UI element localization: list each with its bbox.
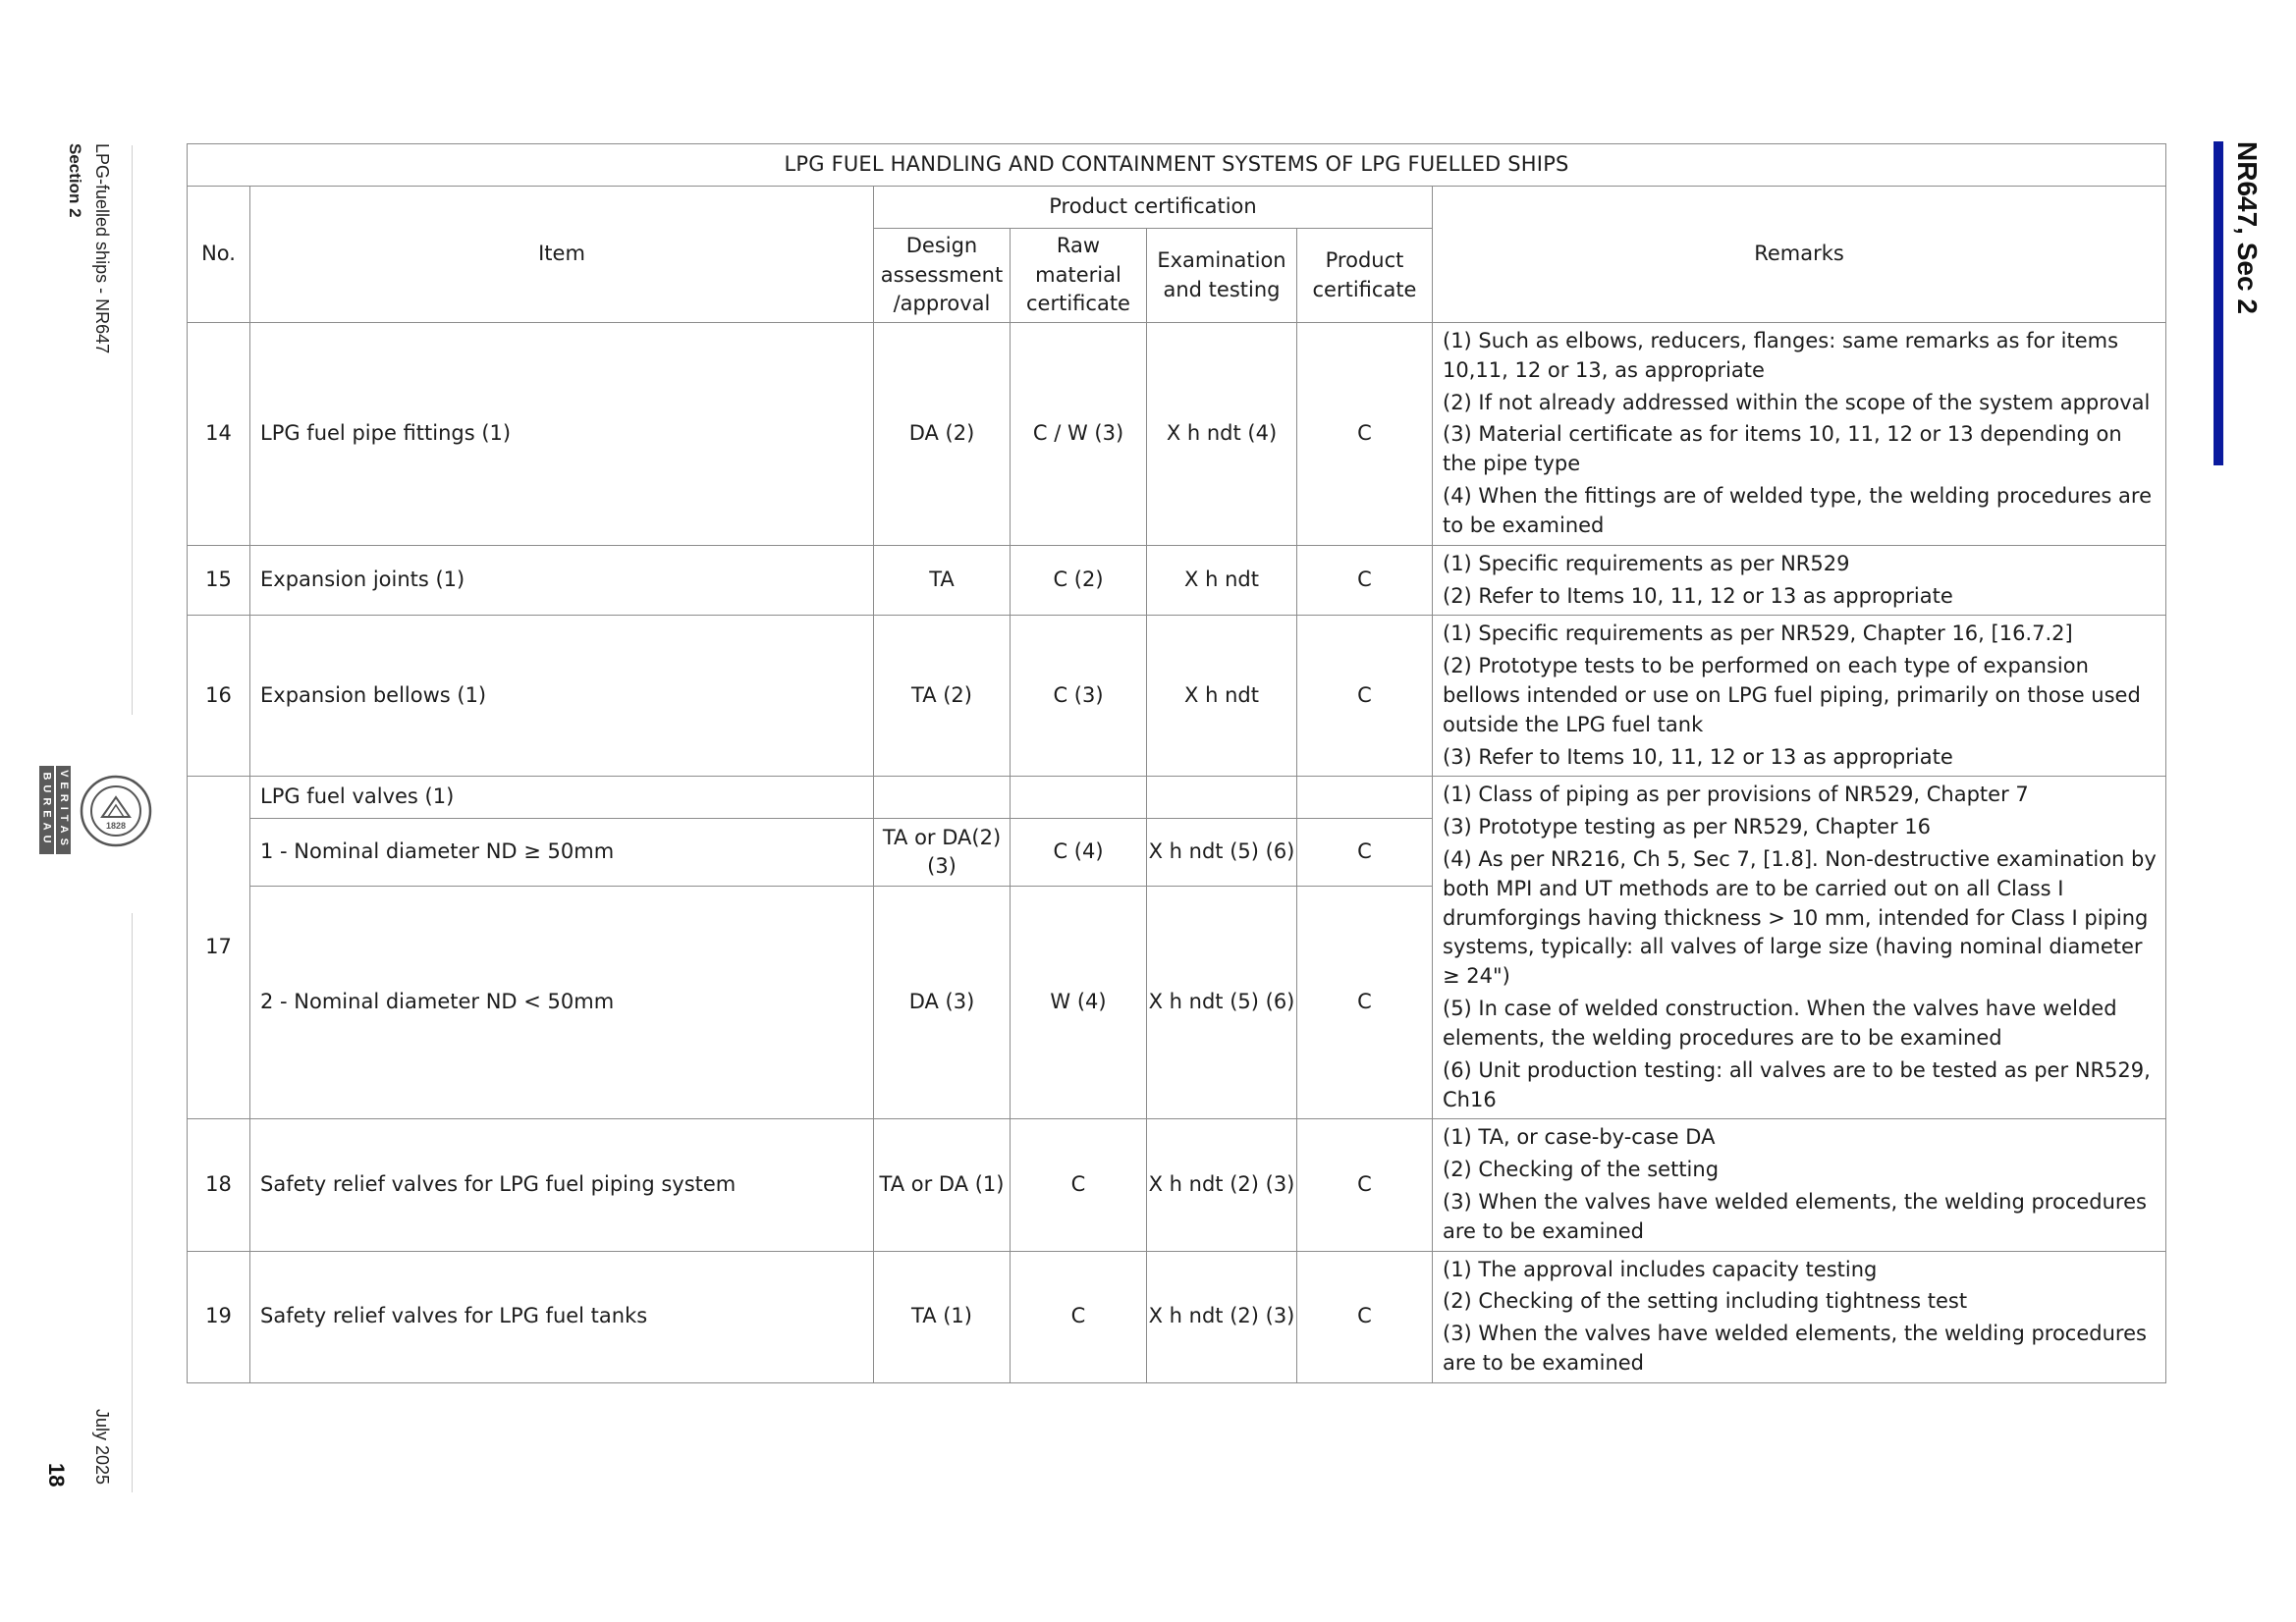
row-exam: X h ndt (2) (3) (1147, 1251, 1297, 1382)
header-product-certificate: Product certificate (1297, 229, 1433, 323)
row-exam: X h ndt (2) (3) (1147, 1119, 1297, 1251)
row-design: TA (1) (874, 1251, 1011, 1382)
row-product: C (1297, 616, 1433, 777)
remark-line: (6) Unit production testing: all valves are to be tested as per NR529, Ch16 (1443, 1057, 2151, 1111)
page-number: 18 (44, 1463, 69, 1487)
row-exam: X h ndt (5) (6) (1147, 887, 1297, 1119)
row-item: 1 - Nominal diameter ND ≥ 50mm (250, 819, 874, 887)
header-product-certification: Product certification (874, 187, 1433, 229)
bureau-veritas-logo (39, 766, 167, 854)
row-design: TA (874, 545, 1011, 616)
table-row (188, 616, 2166, 777)
row-item: Safety relief valves for LPG fuel piping system (250, 1119, 874, 1251)
empty-cell (874, 777, 1011, 819)
row-number: 15 (188, 545, 250, 616)
empty-cell (1147, 777, 1297, 819)
row-exam: X h ndt (1147, 545, 1297, 616)
header-design-assessment: Design assessment /approval (874, 229, 1011, 323)
remark-line: (3) When the valves have welded elements, the welding procedures are to be examined (1443, 1322, 2147, 1375)
remark-line: (3) When the valves have welded elements, the welding procedures are to be examined (1443, 1189, 2147, 1243)
row-product: C (1297, 1251, 1433, 1382)
table-row (188, 1251, 2166, 1382)
row-item: 2 - Nominal diameter ND < 50mm (250, 887, 874, 1119)
row-design: DA (2) (874, 323, 1011, 546)
remark-line: (4) As per NR216, Ch 5, Sec 7, [1.8]. Non-destructive examination by both MPI and UT methods are to be carried out on all Class I drumforgings having thickness > 10 mm, intended for Class I piping systems, typically: all valves of large size (having nominal diameter ≥ 24") (1443, 847, 2157, 989)
header-remarks: Remarks (1433, 187, 2166, 323)
row-item: LPG fuel valves (1) (250, 777, 874, 819)
row-raw: C (3) (1011, 616, 1147, 777)
row-raw: C (1011, 1251, 1147, 1382)
row-item: Safety relief valves for LPG fuel tanks (250, 1251, 874, 1382)
remark-line: (2) If not already addressed within the scope of the system approval (1443, 390, 2151, 414)
table-row (188, 777, 2166, 819)
header-no: No. (188, 187, 250, 323)
row-remarks (1433, 1251, 2166, 1382)
row-raw: C (2) (1011, 545, 1147, 616)
row-remarks (1433, 777, 2166, 1119)
row-product: C (1297, 887, 1433, 1119)
table-row (188, 323, 2166, 546)
row-number: 17 (188, 777, 250, 1119)
row-product: C (1297, 819, 1433, 887)
header-examination: Examination and testing (1147, 229, 1297, 323)
document-date: July 2025 (92, 1409, 112, 1486)
remark-line: (4) When the fittings are of welded type, the welding procedures are to be examined (1443, 484, 2152, 537)
row-design: TA or DA (1) (874, 1119, 1011, 1251)
remark-line: (1) Specific requirements as per NR529, Chapter 16, [16.7.2] (1443, 622, 2073, 646)
remark-line: (2) Prototype tests to be performed on each type of expansion bellows intended or use on LPG fuel piping, primarily on those used outside the LPG fuel tank (1443, 654, 2141, 736)
table-title: LPG FUEL HANDLING AND CONTAINMENT SYSTEMS OF LPG FUELLED SHIPS (188, 144, 2166, 187)
remark-line: (3) Refer to Items 10, 11, 12 or 13 as appropriate (1443, 744, 1953, 769)
empty-cell (1011, 777, 1147, 819)
row-design: TA or DA(2) (3) (874, 819, 1011, 887)
remark-line: (2) Checking of the setting (1443, 1158, 1720, 1182)
row-raw: C (1011, 1119, 1147, 1251)
row-raw: C / W (3) (1011, 323, 1147, 546)
row-remarks (1433, 1119, 2166, 1251)
section-tab-bar (2214, 141, 2223, 465)
remark-line: (2) Checking of the setting including tightness test (1443, 1289, 1968, 1314)
row-product: C (1297, 323, 1433, 546)
remark-line: (1) TA, or case-by-case DA (1443, 1125, 1716, 1150)
row-number: 18 (188, 1119, 250, 1251)
margin-divider (132, 145, 133, 715)
row-number: 14 (188, 323, 250, 546)
section-label: Section 2 (66, 143, 84, 218)
row-item: Expansion bellows (1) (250, 616, 874, 777)
remark-line: (1) Specific requirements as per NR529 (1443, 551, 1850, 575)
remark-line: (5) In case of welded construction. When the valves have welded elements, the welding procedures are to be examined (1443, 997, 2117, 1050)
logo-word-bureau: BUREAU (39, 766, 54, 854)
row-product: C (1297, 1119, 1433, 1251)
table-row (188, 545, 2166, 616)
row-design: DA (3) (874, 887, 1011, 1119)
certification-table (187, 143, 2166, 1383)
remark-line: (2) Refer to Items 10, 11, 12 or 13 as appropriate (1443, 583, 1953, 608)
row-exam: X h ndt (4) (1147, 323, 1297, 546)
remark-line: (1) Such as elbows, reducers, flanges: same remarks as for items 10,11, 12 or 13, as appropriate (1443, 329, 2119, 382)
empty-cell (1297, 777, 1433, 819)
table-row (188, 1119, 2166, 1251)
row-exam: X h ndt (5) (6) (1147, 819, 1297, 887)
row-remarks (1433, 323, 2166, 546)
row-item: LPG fuel pipe fittings (1) (250, 323, 874, 546)
row-number: 16 (188, 616, 250, 777)
remark-line: (3) Material certificate as for items 10, 11, 12 or 13 depending on the pipe type (1443, 422, 2122, 476)
logo-year: 1828 (105, 821, 127, 831)
logo-seal-icon (79, 774, 153, 848)
header-raw-material: Raw material certificate (1011, 229, 1147, 323)
row-item: Expansion joints (1) (250, 545, 874, 616)
logo-word-veritas: VERITAS (56, 766, 71, 854)
row-exam: X h ndt (1147, 616, 1297, 777)
remark-line: (3) Prototype testing as per NR529, Chapter 16 (1443, 815, 1932, 839)
remark-line: (1) The approval includes capacity testing (1443, 1257, 1878, 1281)
margin-divider (132, 913, 133, 1492)
section-tab-label: NR647, Sec 2 (2232, 141, 2263, 314)
row-raw: C (4) (1011, 819, 1147, 887)
remark-line: (1) Class of piping as per provisions of NR529, Chapter 7 (1443, 783, 2029, 807)
row-remarks (1433, 545, 2166, 616)
row-remarks (1433, 616, 2166, 777)
document-title: LPG-fuelled ships - NR647 (92, 143, 112, 354)
header-item: Item (250, 187, 874, 323)
row-product: C (1297, 545, 1433, 616)
row-design: TA (2) (874, 616, 1011, 777)
row-raw: W (4) (1011, 887, 1147, 1119)
row-number: 19 (188, 1251, 250, 1382)
